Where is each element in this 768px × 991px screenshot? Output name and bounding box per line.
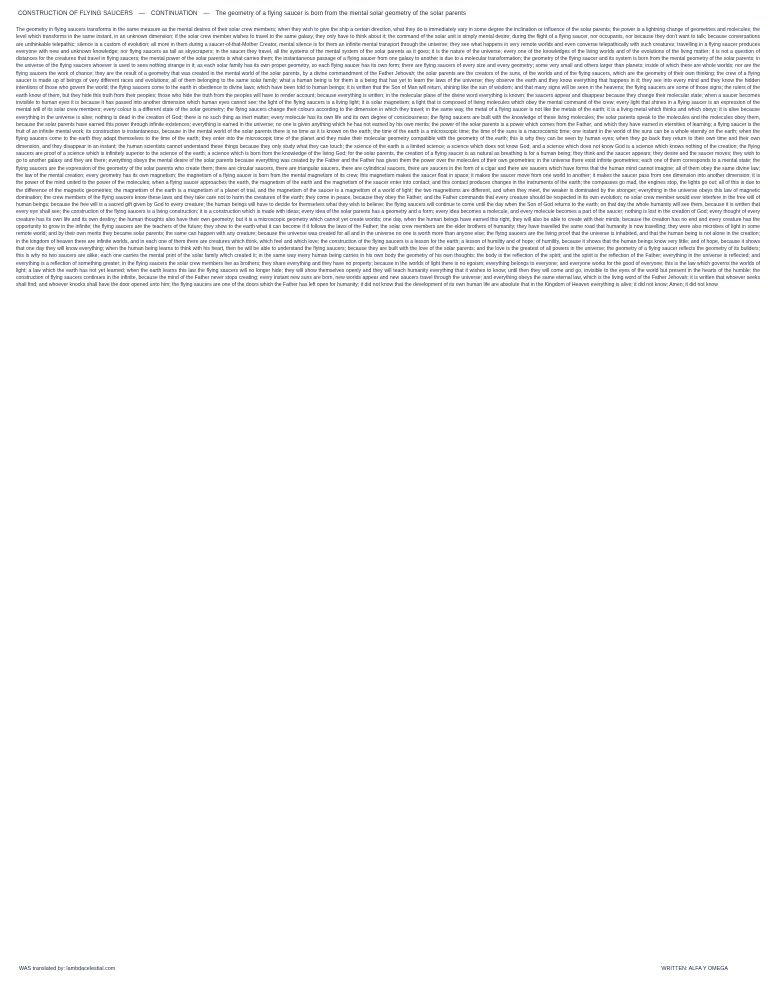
page-footer (16, 966, 760, 974)
header-title: CONSTRUCTION OF FLYING SAUCERS (18, 11, 133, 17)
document-page (16, 10, 760, 985)
header-separator: — (203, 11, 210, 17)
header-subtitle: The geometry of a flying saucer is born from the mental solar geometry of the solar parents (215, 11, 467, 17)
body-paragraph: The geometry in flying saucers transforms in the same measure as the mental desires of their solar crew members; when they wish to give the ship a certain direction, what they do is immediately vary in some degree the inclination or influence of the solar parents; the power is a lightning change of geometries and molecules; the level which transforms in the same instant, in an unknown dimension; if the solar crew member wishes to travel to the same galaxy, they only have to think about it; the command of the solar unit is simply mental desire; during the flight of a flying saucer, nor occupants, nor because they don't want to talk; because conversations are unthinkable telepathic; silence is a custom of evolution; all more in them during a saucer-of-that-Mother Creator, mental silence is for them an infinite mental transport through the universe; they see what happens in very remote worlds and even converse telepathically with such creatures; travelling in a flying saucer produces everyone with new and unknown knowledge; nor flying saucers as tall as skyscrapers; in the saucer they travel, all the systems of the mental system of the solar parents as it goes; it is the nature of the universe; every one of the knowledges of the living worlds and of the evolutions of the living matter; it is not a question of distances for the creatures that travel in flying saucers; the mental power of the solar parents is what carries them; the instantaneous passage of a flying saucer from one galaxy to another is due to a molecular transformation; the geometry of the flying saucer and its system is born from the mental geometry of the solar parents; in the universe of the flying saucers whoever is used to sees nothing strange in it; as each solar family has its own proper geometry, so each flying saucer has its own form; there are flying saucers of every size and every geometry; some very small and others larger than planets; inside of which there are whole worlds; nor are the flying saucers the work of chance; they are the result of a geometry that was created in the mental world of the solar parents, by a divine commandment of the Father Jehovah; the solar parents are the creators of the suns, of the worlds and of the flying saucers, which are the geometry of their own thinking; the crew of a flying saucer is made up of beings of very different races and evolutions; all of them belonging to the same solar family; what a human being is for them is a being that has yet to learn the laws of the universe; they observe the earth and they know everything that happens in it; they see into every mind and they know the hidden intentions of those who govern the world; the flying saucers come to the earth in obedience to divine laws; which have been told to human beings; it is written that the Son of Man will return, shining like the sun of wisdom; and that many signs will be seen in the heavens; the flying saucers are some of those signs; the rulers of the earth know of them, but they hide this truth from their peoples; those who hide the truth from the peoples will have to render account; because everything is written; in the molecular plane of the divine word everything is known; the saucers appear and disappear because they change their molecular state; when a saucer becomes invisible to human eyes it is because it has passed into another dimension which human eyes cannot see; the light of the flying saucers is a living light; it is solar magnetism; a light that is composed of living molecules which obey the mental command of the crew; every light that shines in a flying saucer is an expression of the mental will of its solar crew members; every colour is a different state of the solar geometry; the flying saucers change their colours according to the dimension in which they travel; in the same way, the metal of a flying saucer is not like the metals of the earth; it is a living metal which thinks and which obeys; it is alive because everything in the universe is alive; nothing is dead in the creation of God; there is no such thing as inert matter; every molecule has its own life and its own degree of consciousness; the flying saucers are built with the knowledge of these living molecules; the solar parents speak to the molecules and the molecules obey them, because the solar parents have earned this power through infinite existences; everything is earned in the universe; no one is given anything which he has not earned by his own merits; the power of the solar parents is a power which comes from the Father; and which they have earned in eternities of learning; a flying saucer is the fruit of an infinite mental work; its construction is instantaneous, because in the mental world of the solar parents there is no time as it is known on the earth; the time of the earth is a microscopic time; the time of the suns is a macrocosmic time; one instant in the world of the suns can be a whole eternity on the earth; when the flying saucers come to the earth they adapt themselves to the time of the earth; they enter into the microscopic time of the planet and they make their molecular geometry compatible with the geometry of the earth; this is why they can be seen by human eyes; when they go back they return to their own time and their own dimension, and they disappear in an instant; the human scientists cannot understand these things because they only study what they can touch; the science of the earth is a limited science; a science which does not know God; and a science which does not know God is a science which knows nothing of the creation; the flying saucers are proof of a science which is infinitely superior to the science of the earth; a science which is born from the knowledge of the living God; for the solar parents, the creation of a flying saucer is as natural as breathing is for a human being; they think and the saucer appears; they desire and the saucer moves; they wish to go to another galaxy and they are there; everything obeys the mental desire of the solar parents because everything was created by the Father and the Father has given them the power over the molecules of their own geometries; in the universe there exist infinite geometries; each one of them corresponds to a mental state; the flying saucers are the expression of the geometry of the solar parents who create them; there are circular saucers, there are triangular saucers, there are cylindrical saucers, there are saucers in the form of a cigar and there are saucers which have forms that the human mind cannot imagine; all of them obey the same divine law; the law of the mental creation; every geometry has its own magnetism; the magnetism of a flying saucer is born from the mental magnetism of its crew; this magnetism makes the saucer float in space; it makes the saucer move from one world to another; it makes the saucer pass from one dimension into another dimension; it is the power of the mind united to the power of the molecules; when a flying saucer approaches the earth, the magnetism of the earth and the magnetism of the saucer enter into contact; and this contact produces changes in the instruments of the earth; the compasses go mad, the engines stop, the lights go out; all of this is due to the difference of the magnetic geometries; the magnetism of the earth is a magnetism of a planet of trial, and the magnetism of the saucer is a magnetism of a world of light; the two magnetisms are different, and when they meet, the weaker is dominated by the stronger; everything in the universe obeys this law of magnetic domination; the crew members of the flying saucers know these laws and they take care not to harm the creatures of the earth; they come in peace, because they obey the Father; and the Father commands that every creature should be respected in its own evolution; no solar crew member would ever interfere in the free will of human beings; because the free will is a sacred gift given by God to every creature; the human beings will have to decide for themselves what they wish to believe; the flying saucers will continue to come until the day when the Son of God returns to the earth; on that day the whole humanity will see them, because it is written that every eye shall see; the construction of the flying saucers is a living construction; it is a construction which is made with ideas; every idea of the solar parents has a geometry and a form; every idea becomes a molecule, and every molecule becomes a part of the saucer; nothing is lost in the creation of God; every thought of every creature has its own life and its own destiny; the human thoughts also have their own geometry; but it is a microscopic geometry which cannot yet create worlds; one day, when the human beings have earned this right, they will also be able to create with their minds; because the creation has no end and every creature has the opportunity to grow in the infinite; the flying saucers are the teachers of the future; they show to the earth what it can become if it follows the laws of the Father; the solar crew members are the elder brothers of humanity; they have travelled the same road that humanity is now travelling; they were also microbes of light in some remote world; and by their own merits they became solar parents; the same can happen with any creature; because the universe was created for all and in the universe no one is worth more than anyone else; the flying saucers are the living proof that the universe is inhabited, and that the human being is not alone in the creation; in the kingdom of heaven there are infinite worlds, and in each one of them there are creatures which think, which feel and which love; the construction of the flying saucers is a lesson for the earth; a lesson of humility and of hope; of humility, because it shows that the human beings know very little; and of hope, because it shows that one day they will know everything; when the human being learns to think with his heart, then he will be able to understand the flying saucers; because they are built with the love of the solar parents; and the love is the greatest of all powers in the universe; the geometry of a flying saucer reflects the geometry of its builders; this is why no two saucers are alike; each one carries the mental print of the solar family which created it; in the same way every human being carries in his own body the geometry of his own thoughts; the body is the reflection of the spirit; and the spirit is the reflection of the Father; everything in the universe is reflected; and everything is a reflection of something greater; in the flying saucers the solar crew members live as brothers; they share everything and they have no property; because in the worlds of light there is no egoism; everything belongs to everyone; and everyone works for the good of everyone; this is the law which governs the worlds of light; a law which the earth has not yet learned; when the earth learns this law the flying saucers will no longer hide; they will show themselves openly and they will teach humanity everything that it wishes to know; until then they will come and go, invisible to the eyes of the world but present in the hearts of the humble; the construction of flying saucers continues in the infinite, because the mind of the Father never stops creating; every instant new suns are born, new worlds appear and new saucers travel through the universe; and everything obeys the same eternal law, which is the living word of the Father Jehovah; it is written that whoever seeks shall find; and whoever knocks shall have the door opened unto him; the flying saucers are one of the doors which the Father has left open for humanity; it did not know that the development of its own human life are absolute that in the Kingdom of Heaven everything is alive; it did not know; Amen; it did not know (16, 27, 760, 289)
translator-credit: WAS translated by: lambdacelestial.com (19, 966, 116, 972)
header-continuation: CONTINUATION (151, 11, 198, 17)
page-header (16, 10, 760, 19)
author-credit: WRITTEN: ALFA Y OMEGA (661, 966, 728, 972)
header-separator: — (138, 11, 146, 17)
document-body (16, 27, 760, 939)
